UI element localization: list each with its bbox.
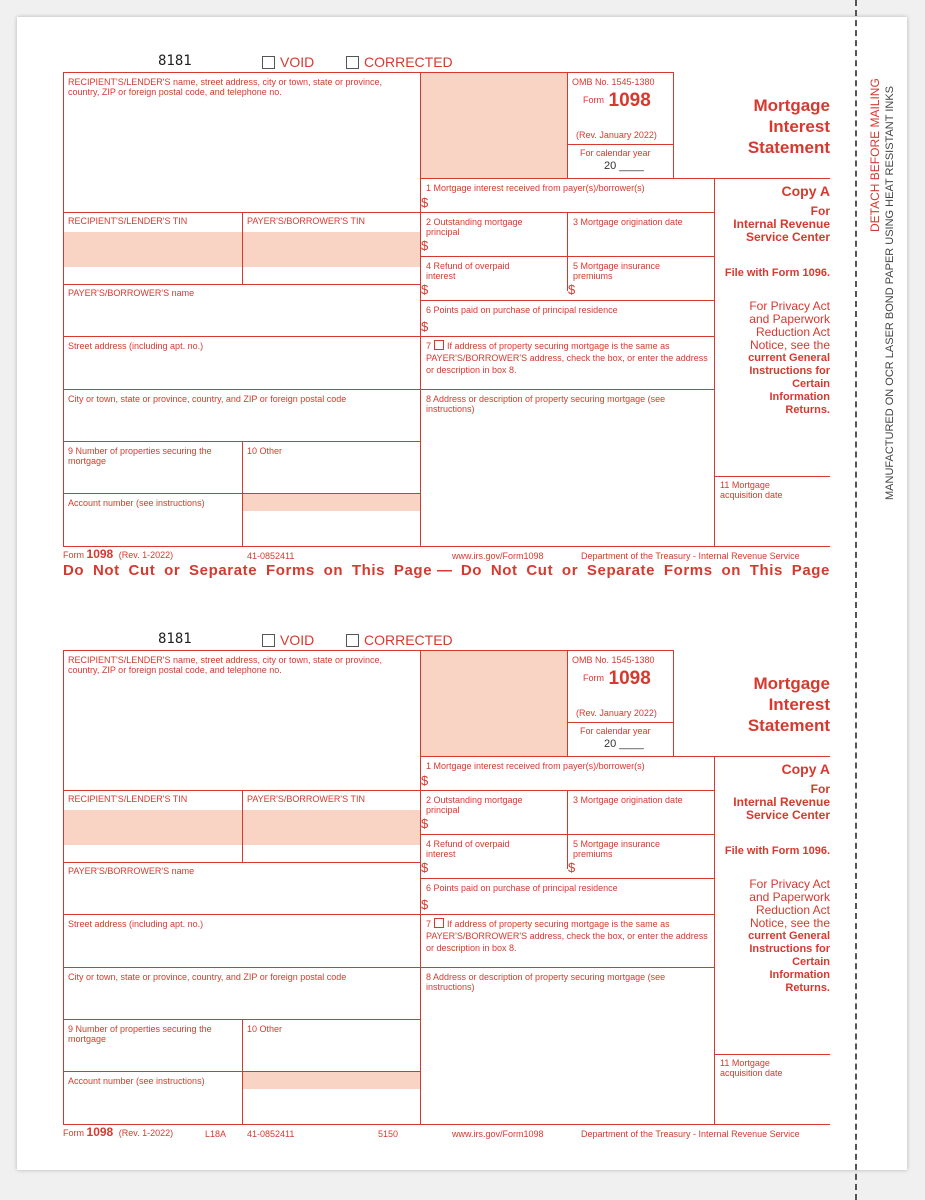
box5-label: 5 Mortgage insurance premiums: [573, 261, 661, 281]
privacy-line: and Paperwork: [749, 312, 830, 326]
title-line: Statement: [747, 716, 830, 735]
rule: [420, 178, 830, 179]
box1-label: 1 Mortgage interest received from payer(s)/borrower(s): [426, 183, 645, 193]
privacy-line: For Privacy Act: [749, 299, 830, 313]
box7-number: 7: [426, 341, 432, 351]
void-box-icon[interactable]: [262, 634, 275, 647]
box11-label: 11 Mortgage acquisition date: [720, 480, 783, 500]
privacy-line: Certain: [792, 956, 830, 968]
rule: [567, 790, 568, 869]
form-number: 1098: [608, 668, 651, 689]
irs-url[interactable]: www.irs.gov/Form1098: [452, 551, 544, 561]
dollar-sign: $: [421, 282, 429, 297]
recipient-tin-label: RECIPIENT'S/LENDER'S TIN: [68, 216, 188, 226]
privacy-line: Reduction Act: [755, 325, 830, 339]
box9-label: 9 Number of properties securing the mortgage: [68, 1024, 212, 1044]
irs-line: Internal Revenue: [733, 217, 830, 231]
box9-label: 9 Number of properties securing the mortgage: [68, 446, 212, 466]
rule: [567, 722, 673, 723]
box7-checkbox[interactable]: [434, 918, 444, 928]
footer-form-word: Form: [63, 1128, 84, 1138]
dnc-dash: —: [437, 562, 453, 579]
rule: [673, 650, 674, 756]
corrected-label: CORRECTED: [364, 632, 453, 648]
dnc-right: Do Not Cut or Separate Forms on This Page: [460, 562, 830, 579]
omb-shaded-area: [421, 72, 567, 179]
payer-name-label: PAYER'S/BORROWER'S name: [68, 288, 195, 298]
rule: [567, 650, 568, 756]
calendar-year-field[interactable]: 20 ____: [604, 738, 644, 750]
payer-tin-label: PAYER'S/BORROWER'S TIN: [247, 794, 365, 804]
treasury-dept: Department of the Treasury - Internal Revenue Service: [581, 551, 800, 561]
rule: [420, 834, 714, 835]
irs-center-label: [716, 783, 830, 822]
rule: [242, 790, 243, 862]
footer-revision: (Rev. 1-2022): [118, 550, 174, 560]
rule: [63, 862, 420, 863]
void-checkbox[interactable]: [262, 54, 314, 70]
box10-label: 10 Other: [247, 446, 283, 456]
rule: [63, 790, 714, 791]
copy-a-label: Copy A: [781, 183, 830, 199]
dollar-sign: $: [421, 773, 429, 788]
box3-label: 3 Mortgage origination date: [573, 217, 683, 227]
rule: [567, 144, 673, 145]
calendar-year-field[interactable]: 20 ____: [604, 160, 644, 172]
payer-tin-label: PAYER'S/BORROWER'S TIN: [247, 216, 365, 226]
form-revision: (Rev. January 2022): [576, 708, 657, 718]
box10-label: 10 Other: [247, 1024, 283, 1034]
rule: [63, 284, 420, 285]
box7-label: [426, 918, 710, 954]
omb-shaded-area: [421, 650, 567, 757]
corrected-box-icon[interactable]: [346, 56, 359, 69]
street-address-label: Street address (including apt. no.): [68, 341, 204, 351]
privacy-line: Instructions for: [749, 365, 830, 377]
recipient-name-label: RECIPIENT'S/LENDER'S name, street address, city or town, state or province, country, ZIP or foreign postal code, and telephone no.: [68, 655, 383, 675]
box11-label: 11 Mortgage acquisition date: [720, 1058, 783, 1078]
rule: [420, 878, 714, 879]
rule: [714, 756, 715, 1124]
footer-revision: (Rev. 1-2022): [118, 1128, 174, 1138]
privacy-notice: [716, 878, 830, 995]
corrected-label: CORRECTED: [364, 54, 453, 70]
void-checkbox[interactable]: [262, 632, 314, 648]
city-label: City or town, state or province, country, and ZIP or foreign postal code: [68, 972, 347, 982]
footer-form-id: [63, 1127, 173, 1138]
rule: [420, 300, 714, 301]
box7-label: [426, 340, 710, 376]
rule: [63, 336, 714, 337]
form-number-block: [583, 90, 651, 111]
omb-number: OMB No. 1545-1380: [572, 77, 655, 87]
rule: [420, 256, 714, 257]
box6-label: 6 Points paid on purchase of principal residence: [426, 305, 618, 315]
privacy-line: Information: [769, 969, 830, 981]
privacy-line: Information: [769, 391, 830, 403]
privacy-line: current General: [748, 352, 830, 364]
form-revision: (Rev. January 2022): [576, 130, 657, 140]
account-number-shade: [242, 1072, 420, 1089]
box7-checkbox[interactable]: [434, 340, 444, 350]
file-with-1096: File with Form 1096.: [724, 845, 830, 857]
footer-form-number: 1098: [86, 1125, 114, 1139]
box7-number: 7: [426, 919, 432, 929]
box6-label: 6 Points paid on purchase of principal residence: [426, 883, 618, 893]
calendar-year-label: For calendar year: [580, 726, 651, 736]
box7-text: If address of property securing mortgage is the same as PAYER'S/BORROWER'S address, check the box, or enter the address or description in box 8.: [426, 919, 708, 953]
for-label: For: [810, 782, 830, 796]
dollar-sign: $: [421, 238, 429, 253]
rule: [63, 72, 673, 73]
box2-label: 2 Outstanding mortgage principal: [426, 217, 523, 237]
rule: [63, 1124, 830, 1125]
privacy-line: Reduction Act: [755, 903, 830, 917]
dollar-sign: $: [421, 897, 429, 912]
footer-5150: 5150: [378, 1129, 399, 1139]
rule: [420, 756, 830, 757]
rule: [63, 389, 714, 390]
irs-line: Service Center: [745, 230, 830, 244]
corrected-checkbox[interactable]: [346, 54, 453, 70]
rule: [567, 72, 568, 178]
form-title: [700, 673, 830, 736]
title-line: Mortgage: [753, 96, 830, 115]
payer-tin-field[interactable]: [243, 810, 420, 845]
paper-notice: MANUFACTURED ON OCR LASER BOND PAPER USING HEAT RESISTANT INKS: [884, 86, 896, 500]
copy-a-label: Copy A: [781, 761, 830, 777]
dollar-sign: $: [421, 319, 429, 334]
treasury-dept: Department of the Treasury - Internal Revenue Service: [581, 1129, 800, 1139]
recipient-tin-label: RECIPIENT'S/LENDER'S TIN: [68, 794, 188, 804]
title-line: Mortgage: [753, 674, 830, 693]
recipient-tin-field[interactable]: [64, 810, 242, 845]
privacy-line: Certain: [792, 378, 830, 390]
rule: [63, 650, 64, 1124]
rule: [714, 1054, 830, 1055]
form-title: [700, 95, 830, 158]
rule: [63, 914, 714, 915]
form-word: Form: [583, 673, 604, 683]
rule: [242, 212, 243, 284]
footer-form-number: 1098: [86, 547, 114, 561]
privacy-line: Returns.: [785, 404, 830, 416]
rule: [63, 1071, 420, 1072]
form-number-block: [583, 668, 651, 689]
rule: [567, 212, 568, 291]
dollar-sign: $: [421, 816, 429, 831]
rule: [63, 967, 714, 968]
irs-center-label: [716, 205, 830, 244]
rule: [714, 178, 715, 546]
omb-number: OMB No. 1545-1380: [572, 655, 655, 665]
form-1098-copy-a: [0, 633, 925, 1193]
for-label: For: [810, 204, 830, 218]
privacy-line: current General: [748, 930, 830, 942]
corrected-box-icon[interactable]: [346, 634, 359, 647]
irs-line: Service Center: [745, 808, 830, 822]
box2-label: 2 Outstanding mortgage principal: [426, 795, 523, 815]
box3-label: 3 Mortgage origination date: [573, 795, 683, 805]
privacy-line: Instructions for: [749, 943, 830, 955]
rule: [673, 72, 674, 178]
street-address-label: Street address (including apt. no.): [68, 919, 204, 929]
privacy-line: Notice, see the: [749, 916, 830, 930]
footer-catalog: 41-0852411: [247, 1129, 295, 1139]
footer-l18a: L18A: [205, 1129, 227, 1139]
box1-label: 1 Mortgage interest received from payer(s)/borrower(s): [426, 761, 645, 771]
account-number-label: Account number (see instructions): [68, 1076, 205, 1086]
box7-text: If address of property securing mortgage is the same as PAYER'S/BORROWER'S address, check the box, or enter the address or description in box 8.: [426, 341, 708, 375]
irs-line: Internal Revenue: [733, 795, 830, 809]
title-line: Interest: [768, 695, 830, 714]
rule: [63, 72, 64, 546]
form-code: 8181: [158, 53, 192, 69]
void-box-icon[interactable]: [262, 56, 275, 69]
dollar-sign: $: [568, 282, 576, 297]
account-number-shade: [242, 494, 420, 511]
recipient-tin-field[interactable]: [64, 232, 242, 267]
box4-label: 4 Refund of overpaid interest: [426, 839, 510, 859]
box5-label: 5 Mortgage insurance premiums: [573, 839, 661, 859]
rule: [63, 546, 830, 547]
title-line: Statement: [747, 138, 830, 157]
rule: [63, 212, 714, 213]
box8-label: 8 Address or description of property securing mortgage (see instructions): [426, 394, 666, 414]
privacy-notice: [716, 300, 830, 417]
detach-notice: DETACH BEFORE MAILING: [868, 78, 882, 232]
rule: [420, 72, 421, 546]
dollar-sign: $: [421, 860, 429, 875]
title-line: Interest: [768, 117, 830, 136]
form-number: 1098: [608, 90, 651, 111]
box8-label: 8 Address or description of property securing mortgage (see instructions): [426, 972, 666, 992]
footer-catalog: 41-0852411: [247, 551, 295, 561]
box4-label: 4 Refund of overpaid interest: [426, 261, 510, 281]
rule: [63, 493, 420, 494]
privacy-line: Returns.: [785, 982, 830, 994]
corrected-checkbox[interactable]: [346, 632, 453, 648]
payer-name-label: PAYER'S/BORROWER'S name: [68, 866, 195, 876]
void-label: VOID: [280, 632, 315, 648]
payer-tin-field[interactable]: [243, 232, 420, 267]
account-number-label: Account number (see instructions): [68, 498, 205, 508]
dnc-left: Do Not Cut or Separate Forms on This Page: [63, 562, 433, 579]
calendar-year-label: For calendar year: [580, 148, 651, 158]
recipient-name-label: RECIPIENT'S/LENDER'S name, street address, city or town, state or province, country, ZIP or foreign postal code, and telephone no.: [68, 77, 383, 97]
city-label: City or town, state or province, country, and ZIP or foreign postal code: [68, 394, 347, 404]
dollar-sign: $: [421, 195, 429, 210]
privacy-line: For Privacy Act: [749, 877, 830, 891]
privacy-line: and Paperwork: [749, 890, 830, 904]
rule: [714, 476, 830, 477]
footer-form-word: Form: [63, 550, 84, 560]
rule: [420, 650, 421, 1124]
footer-form-id: [63, 549, 173, 560]
void-label: VOID: [280, 54, 315, 70]
privacy-line: Notice, see the: [749, 338, 830, 352]
dollar-sign: $: [568, 860, 576, 875]
file-with-1096: File with Form 1096.: [724, 267, 830, 279]
form-1098-copy-a: [0, 55, 925, 615]
rule: [63, 650, 673, 651]
irs-url[interactable]: www.irs.gov/Form1098: [452, 1129, 544, 1139]
form-code: 8181: [158, 631, 192, 647]
form-word: Form: [583, 95, 604, 105]
